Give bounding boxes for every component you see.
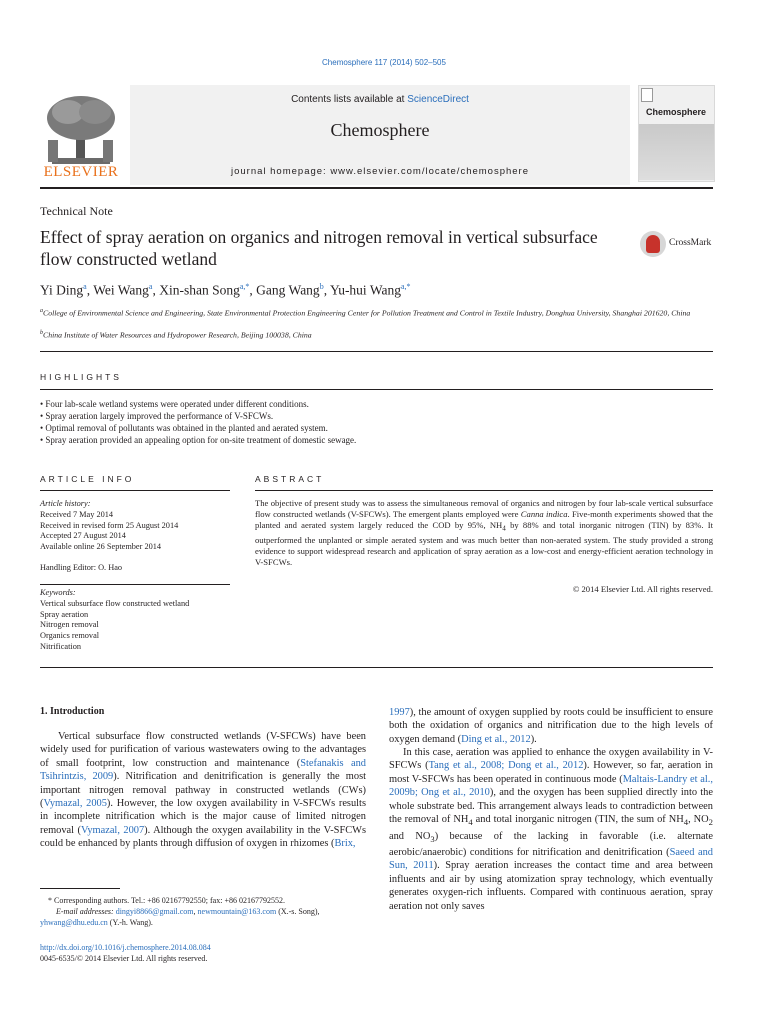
journal-citation-link[interactable]: Chemosphere 117 (2014) 502–505 bbox=[322, 58, 446, 67]
section-title-introduction: 1. Introduction bbox=[40, 706, 105, 717]
history-date: Available online 26 September 2014 bbox=[40, 542, 162, 552]
author-name[interactable]: Wei Wang bbox=[93, 282, 149, 298]
author-separator: , bbox=[323, 282, 330, 298]
highlight-item: • Optimal removal of pollutants was obtained in the planted and aerated system. bbox=[40, 422, 720, 434]
body-text: and NO bbox=[389, 830, 431, 842]
reference-link[interactable]: Stefanakis and Tsihrintzis, 2009 bbox=[40, 757, 366, 783]
affiliation-text: College of Environmental Science and Engineering, State Environmental Protection Engineering Center for Pollution Treatment and Control in Textile Industry, Donghua University, Shanghai 201620, China bbox=[43, 308, 691, 318]
intro-paragraph-right-2 bbox=[389, 746, 713, 913]
author-name[interactable]: Xin-shan Song bbox=[159, 282, 240, 298]
author-name[interactable]: Yu-hui Wang bbox=[329, 282, 401, 298]
body-text: , NO bbox=[688, 814, 709, 826]
abstract-segment: The objective of present study was to assess the simultaneous removal of organics and nitrogen by four lab-scale vertical subsurface flow constructed wetlands (V-SFCWs). The emergent plants employed were bbox=[255, 498, 713, 519]
body-text: ). bbox=[530, 733, 537, 745]
affiliation-mark: b bbox=[40, 330, 43, 336]
subscript: 2 bbox=[708, 817, 713, 828]
article-title: Effect of spray aeration on organics and nitrogen removal in vertical subsurface flow constructed wetland bbox=[40, 227, 598, 269]
publisher-logo-text: ELSEVIER bbox=[43, 164, 119, 180]
body-text: ). Nitrification and denitrification is generally the most important nitrogen removal pathway in constructed wetlands (CWs) ( bbox=[40, 771, 367, 810]
cover-image-band bbox=[639, 124, 714, 180]
email-link[interactable]: yhwang@dhu.edu.cn bbox=[40, 918, 108, 927]
contents-prefix: Contents lists available at bbox=[291, 94, 408, 105]
body-text: ). Spray aeration increases the contact time and area between influents and air by using atomization spray technology, which eventually generates oxygen-rich influents. Compared with continuous aeration, spray aeration not only saves bbox=[389, 860, 713, 912]
footnote-text: Corresponding authors. Tel.: +86 02167792550; fax: +86 02167792552. bbox=[52, 896, 285, 905]
contents-line bbox=[130, 94, 630, 105]
footnote-star: * bbox=[48, 896, 52, 905]
intro-paragraph-right bbox=[389, 706, 713, 746]
email-label: E-mail addresses: bbox=[56, 907, 116, 916]
body-text: ) because of the lacking in favorable (i.e. alternate aerobic/anaerobic) conditions for nitrification and denitrification ( bbox=[389, 830, 714, 858]
reference-link[interactable]: Tang et al., 2008; Dong et al., 2012 bbox=[428, 760, 584, 772]
reference-link[interactable]: Saeed and Sun, 2011 bbox=[389, 847, 713, 872]
body-text: ), and the oxygen has been supplied directly into the whole substrate bed. This arrangement always leads to contradiction between the removal of NH bbox=[389, 787, 713, 826]
crossmark-icon bbox=[640, 231, 666, 257]
reference-link[interactable]: Ding et al., 2012 bbox=[461, 733, 531, 745]
reference-link[interactable]: 1997 bbox=[389, 707, 410, 718]
affiliation-text: China Institute of Water Resources and Hydropower Research, Beijing 100038, China bbox=[43, 330, 312, 340]
highlights-divider bbox=[40, 389, 713, 390]
reference-link[interactable]: Maltais-Landry et al., 2009b; Ong et al., 2010 bbox=[389, 773, 713, 799]
front-matter-divider bbox=[40, 667, 713, 668]
author-affiliation-mark[interactable]: a,* bbox=[400, 282, 411, 291]
journal-name: Chemosphere bbox=[330, 120, 430, 140]
journal-homepage[interactable]: journal homepage: www.elsevier.com/locate/chemosphere bbox=[230, 166, 530, 177]
affiliation-mark: a bbox=[40, 308, 43, 314]
keyword-item: Organics removal bbox=[40, 631, 100, 641]
keywords-label: Keywords: bbox=[40, 588, 76, 597]
author-affiliation-mark[interactable]: a,* bbox=[239, 282, 250, 291]
body-text: and total inorganic nitrogen (TIN, the sum of NH bbox=[472, 814, 684, 826]
subscript: 4 bbox=[683, 817, 689, 828]
abstract-segment: . Five-month experiments showed that the planted and aerated system largely reduced the COD by 95%, NH bbox=[255, 509, 713, 530]
body-text: Vertical subsurface flow constructed wetlands (V-SFCWs) have been widely used for purification of various wastewaters owing to the advantages of small footprint, low construction and maintenance ( bbox=[40, 731, 366, 769]
doi-link[interactable]: http://dx.doi.org/10.1016/j.chemosphere.2014.08.084 bbox=[40, 943, 211, 952]
author-affiliation-mark[interactable]: a bbox=[148, 282, 153, 291]
history-date: Received 7 May 2014 bbox=[40, 509, 114, 519]
reference-link[interactable]: Vymazal, 2005 bbox=[43, 798, 107, 810]
abstract-divider bbox=[255, 490, 713, 491]
body-text: ), the amount of oxygen supplied by roots could be insufficient to ensure both the oxidation of organics and nitrification due to the high levels of oxygen demand ( bbox=[389, 707, 713, 745]
abstract-heading: ABSTRACT bbox=[255, 474, 325, 484]
article-history bbox=[40, 499, 240, 553]
reference-link[interactable]: Vymazal, 2007 bbox=[80, 824, 145, 836]
crossmark-button[interactable] bbox=[640, 231, 720, 257]
highlights-list bbox=[40, 398, 720, 446]
abstract-text bbox=[255, 498, 713, 568]
author-affiliation-mark[interactable]: a bbox=[83, 282, 87, 291]
cover-publisher-icon bbox=[641, 88, 653, 102]
keyword-item: Nitrogen removal bbox=[40, 620, 99, 630]
article-type: Technical Note bbox=[40, 204, 113, 218]
footnote-text: (X.-s. Song), bbox=[276, 907, 320, 916]
author-separator: , bbox=[249, 282, 257, 298]
keywords-block bbox=[40, 588, 240, 653]
reference-link[interactable]: Brix, bbox=[334, 838, 356, 850]
body-text: ). However, the low oxygen availability in V-SFCWs results in incomplete nitrification which is the major cause of limited nitrogen removal ( bbox=[40, 798, 366, 836]
crossmark-label: CrossMark bbox=[669, 238, 712, 248]
keyword-item: Nitrification bbox=[40, 641, 82, 651]
author-name[interactable]: Yi Ding bbox=[40, 282, 84, 298]
article-info-divider bbox=[40, 490, 230, 491]
affiliation-a bbox=[40, 306, 720, 319]
keyword-item: Vertical subsurface flow constructed wetland bbox=[40, 598, 190, 608]
body-text: ). However, so far, aeration in most V-SFCWs has been operated in continuous mode ( bbox=[389, 760, 713, 785]
abstract-segment: by 88% and total inorganic nitrogen (TIN) by 83%. It outperformed the unplanted or simple aerated system and was much better than non-aerated system. The study provided a strong evidence to support widespread research and application of spray aeration as a low-cost and energy-efficient aeration technology in V-SFCWs. bbox=[255, 520, 713, 567]
email-link[interactable]: dingyi8866@gmail.com bbox=[115, 907, 194, 916]
masthead-divider bbox=[40, 187, 713, 189]
email-link[interactable]: newmountain@163.com bbox=[197, 907, 277, 916]
highlight-item: • Four lab-scale wetland systems were operated under different conditions. bbox=[40, 398, 720, 410]
author-affiliation-mark[interactable]: b bbox=[319, 282, 324, 291]
history-date: Accepted 27 August 2014 bbox=[40, 531, 126, 541]
corresponding-author-footnote bbox=[40, 895, 370, 928]
keywords-divider bbox=[40, 584, 230, 585]
affiliation-b bbox=[40, 328, 720, 341]
title-divider bbox=[40, 351, 713, 352]
handling-editor: Handling Editor: O. Hao bbox=[40, 563, 123, 572]
history-date: Received in revised form 25 August 2014 bbox=[40, 520, 179, 530]
body-text: ). Although the oxygen availability in the V-SFCWs could be enhanced by plants through diffusion of oxygen in rhizomes ( bbox=[40, 824, 367, 850]
issn-line: 0045-6535/© 2014 Elsevier Ltd. All rights reserved. bbox=[40, 954, 208, 963]
article-history-label: Article history: bbox=[40, 499, 91, 508]
keyword-item: Spray aeration bbox=[40, 609, 89, 619]
author-name[interactable]: Gang Wang bbox=[256, 282, 320, 298]
page-footer bbox=[40, 942, 211, 964]
author-separator: , bbox=[86, 282, 94, 298]
highlight-item: • Spray aeration provided an appealing option for on-site treatment of domestic sewage. bbox=[40, 434, 720, 446]
cover-title: Chemosphere bbox=[645, 107, 707, 117]
body-text: In this case, aeration was applied to enhance the oxygen availability in V-SFCWs ( bbox=[389, 747, 713, 772]
article-info-heading: ARTICLE INFO bbox=[40, 474, 135, 484]
subscript: 4 bbox=[502, 524, 506, 533]
species-name: Canna indica bbox=[520, 509, 568, 519]
intro-paragraph-left bbox=[40, 730, 366, 851]
author-separator: , bbox=[152, 282, 160, 298]
sciencedirect-link[interactable]: ScienceDirect bbox=[407, 94, 469, 105]
footnote-text: (Y.-h. Wang). bbox=[107, 918, 153, 927]
footnote-text: , bbox=[193, 907, 198, 916]
author-list bbox=[40, 282, 411, 299]
footnote-divider bbox=[40, 888, 120, 889]
abstract-copyright: © 2014 Elsevier Ltd. All rights reserved. bbox=[572, 584, 713, 594]
highlight-item: • Spray aeration largely improved the performance of V-SFCWs. bbox=[40, 410, 720, 422]
highlights-heading: HIGHLIGHTS bbox=[40, 372, 122, 382]
subscript: 4 bbox=[468, 817, 473, 828]
subscript: 3 bbox=[430, 833, 435, 844]
